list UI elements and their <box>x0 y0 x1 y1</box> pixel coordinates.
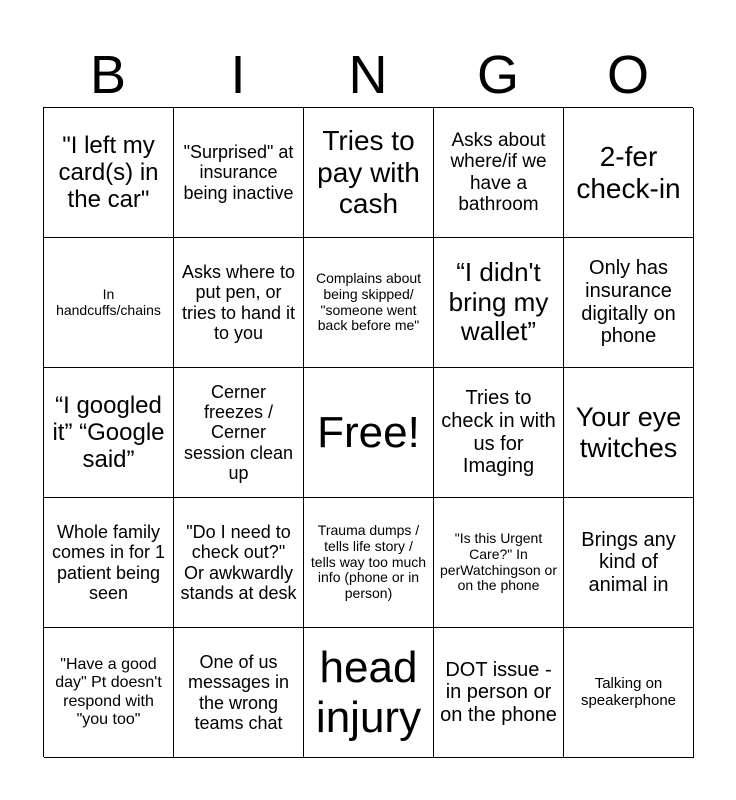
cell-text: Asks where to put pen, or tries to hand it to you <box>181 261 296 343</box>
cell-text: 2-fer check-in <box>576 140 681 204</box>
cell-text: Free! <box>317 407 420 457</box>
cell-text: In handcuffs/chains <box>56 285 161 318</box>
bingo-cell[interactable] <box>564 628 694 758</box>
title-letter-b: B <box>89 45 127 105</box>
cell-text: DOT issue - in person or on the phone <box>440 658 557 726</box>
cell-text: Talking on speakerphone <box>580 674 677 709</box>
bingo-cell[interactable] <box>44 238 174 368</box>
bingo-cell[interactable] <box>564 238 694 368</box>
cell-text: "Is this Urgent Care?" In perWatchingson or on the phone <box>440 529 557 594</box>
cell-text: Your eye twitches <box>575 402 682 463</box>
bingo-cell[interactable] <box>564 368 694 498</box>
bingo-cell[interactable] <box>434 238 564 368</box>
bingo-cell[interactable] <box>44 628 174 758</box>
bingo-cell[interactable] <box>434 108 564 238</box>
title-letter-o: O <box>606 45 649 105</box>
cell-text: Asks about where/if we have a bathroom <box>450 129 547 215</box>
bingo-cell[interactable] <box>304 108 434 238</box>
bingo-title <box>43 44 693 106</box>
bingo-cell[interactable] <box>44 498 174 628</box>
cell-text: Brings any kind of animal in <box>581 528 676 596</box>
bingo-cell[interactable] <box>174 498 304 628</box>
cell-text: One of us messages in the wrong teams chat <box>187 651 290 733</box>
bingo-cell[interactable] <box>44 368 174 498</box>
cell-text: “I googled it” “Google said” <box>52 391 165 474</box>
title-letter-n: N <box>348 45 388 105</box>
bingo-grid <box>43 107 693 757</box>
cell-text: "Surprised" at insurance being inactive <box>183 142 294 203</box>
cell-text: Tries to pay with cash <box>317 125 420 220</box>
bingo-cell[interactable] <box>174 368 304 498</box>
cell-text: Complains about being skipped/ "someone went back before me" <box>315 269 422 334</box>
bingo-cell[interactable] <box>174 238 304 368</box>
bingo-cell[interactable] <box>434 498 564 628</box>
bingo-cell[interactable] <box>304 498 434 628</box>
bingo-cell[interactable] <box>564 108 694 238</box>
cell-text: head injury <box>315 642 422 742</box>
bingo-cell[interactable] <box>174 628 304 758</box>
bingo-cell[interactable] <box>434 628 564 758</box>
cell-text: Cerner freezes / Cerner session clean up <box>183 381 294 483</box>
bingo-cell-free[interactable] <box>304 368 434 498</box>
cell-text: “I didn't bring my wallet” <box>448 257 549 347</box>
bingo-cell[interactable] <box>174 108 304 238</box>
cell-text: Only has insurance digitally on phone <box>581 257 676 348</box>
bingo-cell[interactable] <box>304 628 434 758</box>
cell-text: Tries to check in with us for Imaging <box>441 387 556 478</box>
cell-text: "Do I need to check out?" Or awkwardly stands at desk <box>180 521 297 603</box>
bingo-cell[interactable] <box>44 108 174 238</box>
cell-text: Whole family comes in for 1 patient being seen <box>51 521 166 603</box>
bingo-cell[interactable] <box>434 368 564 498</box>
title-letter-i: I <box>230 45 246 105</box>
cell-text: "I left my card(s) in the car" <box>58 131 159 214</box>
bingo-cell[interactable] <box>304 238 434 368</box>
bingo-cell[interactable] <box>564 498 694 628</box>
cell-text: "Have a good day" Pt doesn't respond with "you too" <box>55 656 162 728</box>
cell-text: Trauma dumps / tells life story / tells way too much info (phone or in person) <box>310 521 427 602</box>
title-letter-g: G <box>476 45 519 105</box>
